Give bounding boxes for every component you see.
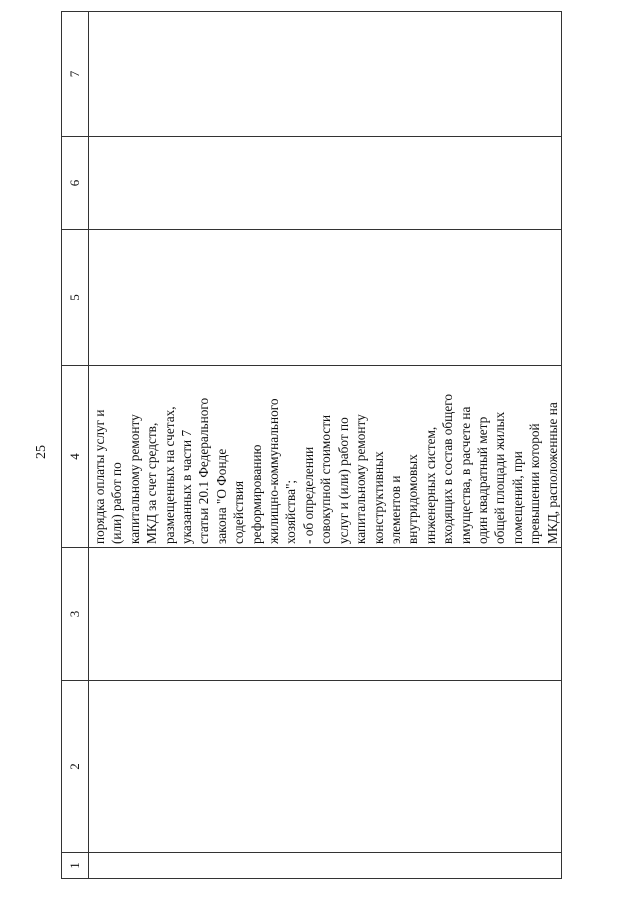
table-cell-col-1 xyxy=(89,853,562,879)
column-header-4: 4 xyxy=(62,366,89,548)
text-line: инженерных систем, xyxy=(422,426,438,544)
text-line: услуг и (или) работ по xyxy=(335,417,351,544)
text-line: - об определении xyxy=(300,446,316,544)
text-line: указанных в части 7 xyxy=(179,429,195,544)
text-line: элементов и xyxy=(387,475,403,544)
text-line: жилищно-коммунального xyxy=(266,398,282,544)
text-line: конструктивных xyxy=(370,451,386,544)
text-line: реформированию xyxy=(248,444,264,544)
column-header-2: 2 xyxy=(62,681,89,853)
text-line: (или) работ по xyxy=(109,462,125,544)
text-line: общей площади жилых xyxy=(492,411,508,544)
text-line: размещенных на счетах, xyxy=(161,406,177,544)
text-line: хозяйства"; xyxy=(283,479,299,544)
text-line: МКД, расположенные на xyxy=(544,402,560,544)
text-line: один квадратный метр xyxy=(474,416,490,544)
document-table xyxy=(61,11,562,879)
text-line: помещений, при xyxy=(509,451,525,544)
column-header-3: 3 xyxy=(62,548,89,681)
text-line: порядка оплаты услуг и xyxy=(92,409,107,544)
column-header-7: 7 xyxy=(62,12,89,137)
table-header-row xyxy=(62,12,89,879)
text-line: закона "О Фонде xyxy=(213,448,229,544)
text-line: внутридомовых xyxy=(405,454,421,544)
text-line: имущества, в расчете на xyxy=(457,406,473,544)
text-line: МКД за счет средств, xyxy=(144,422,160,544)
text-line: совокупной стоимости xyxy=(318,414,334,544)
table-cell-col-3 xyxy=(89,548,562,681)
table-cell-col-5 xyxy=(89,230,562,366)
column-4-text xyxy=(89,366,561,547)
text-line: содействия xyxy=(231,480,247,544)
text-line: статьи 20.1 Федерального xyxy=(196,397,212,544)
rotated-table-container xyxy=(61,12,560,879)
text-line: капитальному ремонту xyxy=(126,414,142,544)
table-cell-col-6 xyxy=(89,137,562,230)
column-header-1: 1 xyxy=(62,853,89,879)
column-header-5: 5 xyxy=(62,230,89,366)
text-line: превышении которой xyxy=(527,423,543,544)
table-cell-col-7 xyxy=(89,12,562,137)
page-number: 25 xyxy=(34,445,49,459)
column-header-6: 6 xyxy=(62,137,89,230)
text-line: входящих в состав общего xyxy=(440,393,456,544)
table-row xyxy=(89,12,562,879)
text-line: капитальному ремонту xyxy=(353,414,369,544)
table-cell-col-4 xyxy=(89,366,562,548)
table-cell-col-2 xyxy=(89,681,562,853)
